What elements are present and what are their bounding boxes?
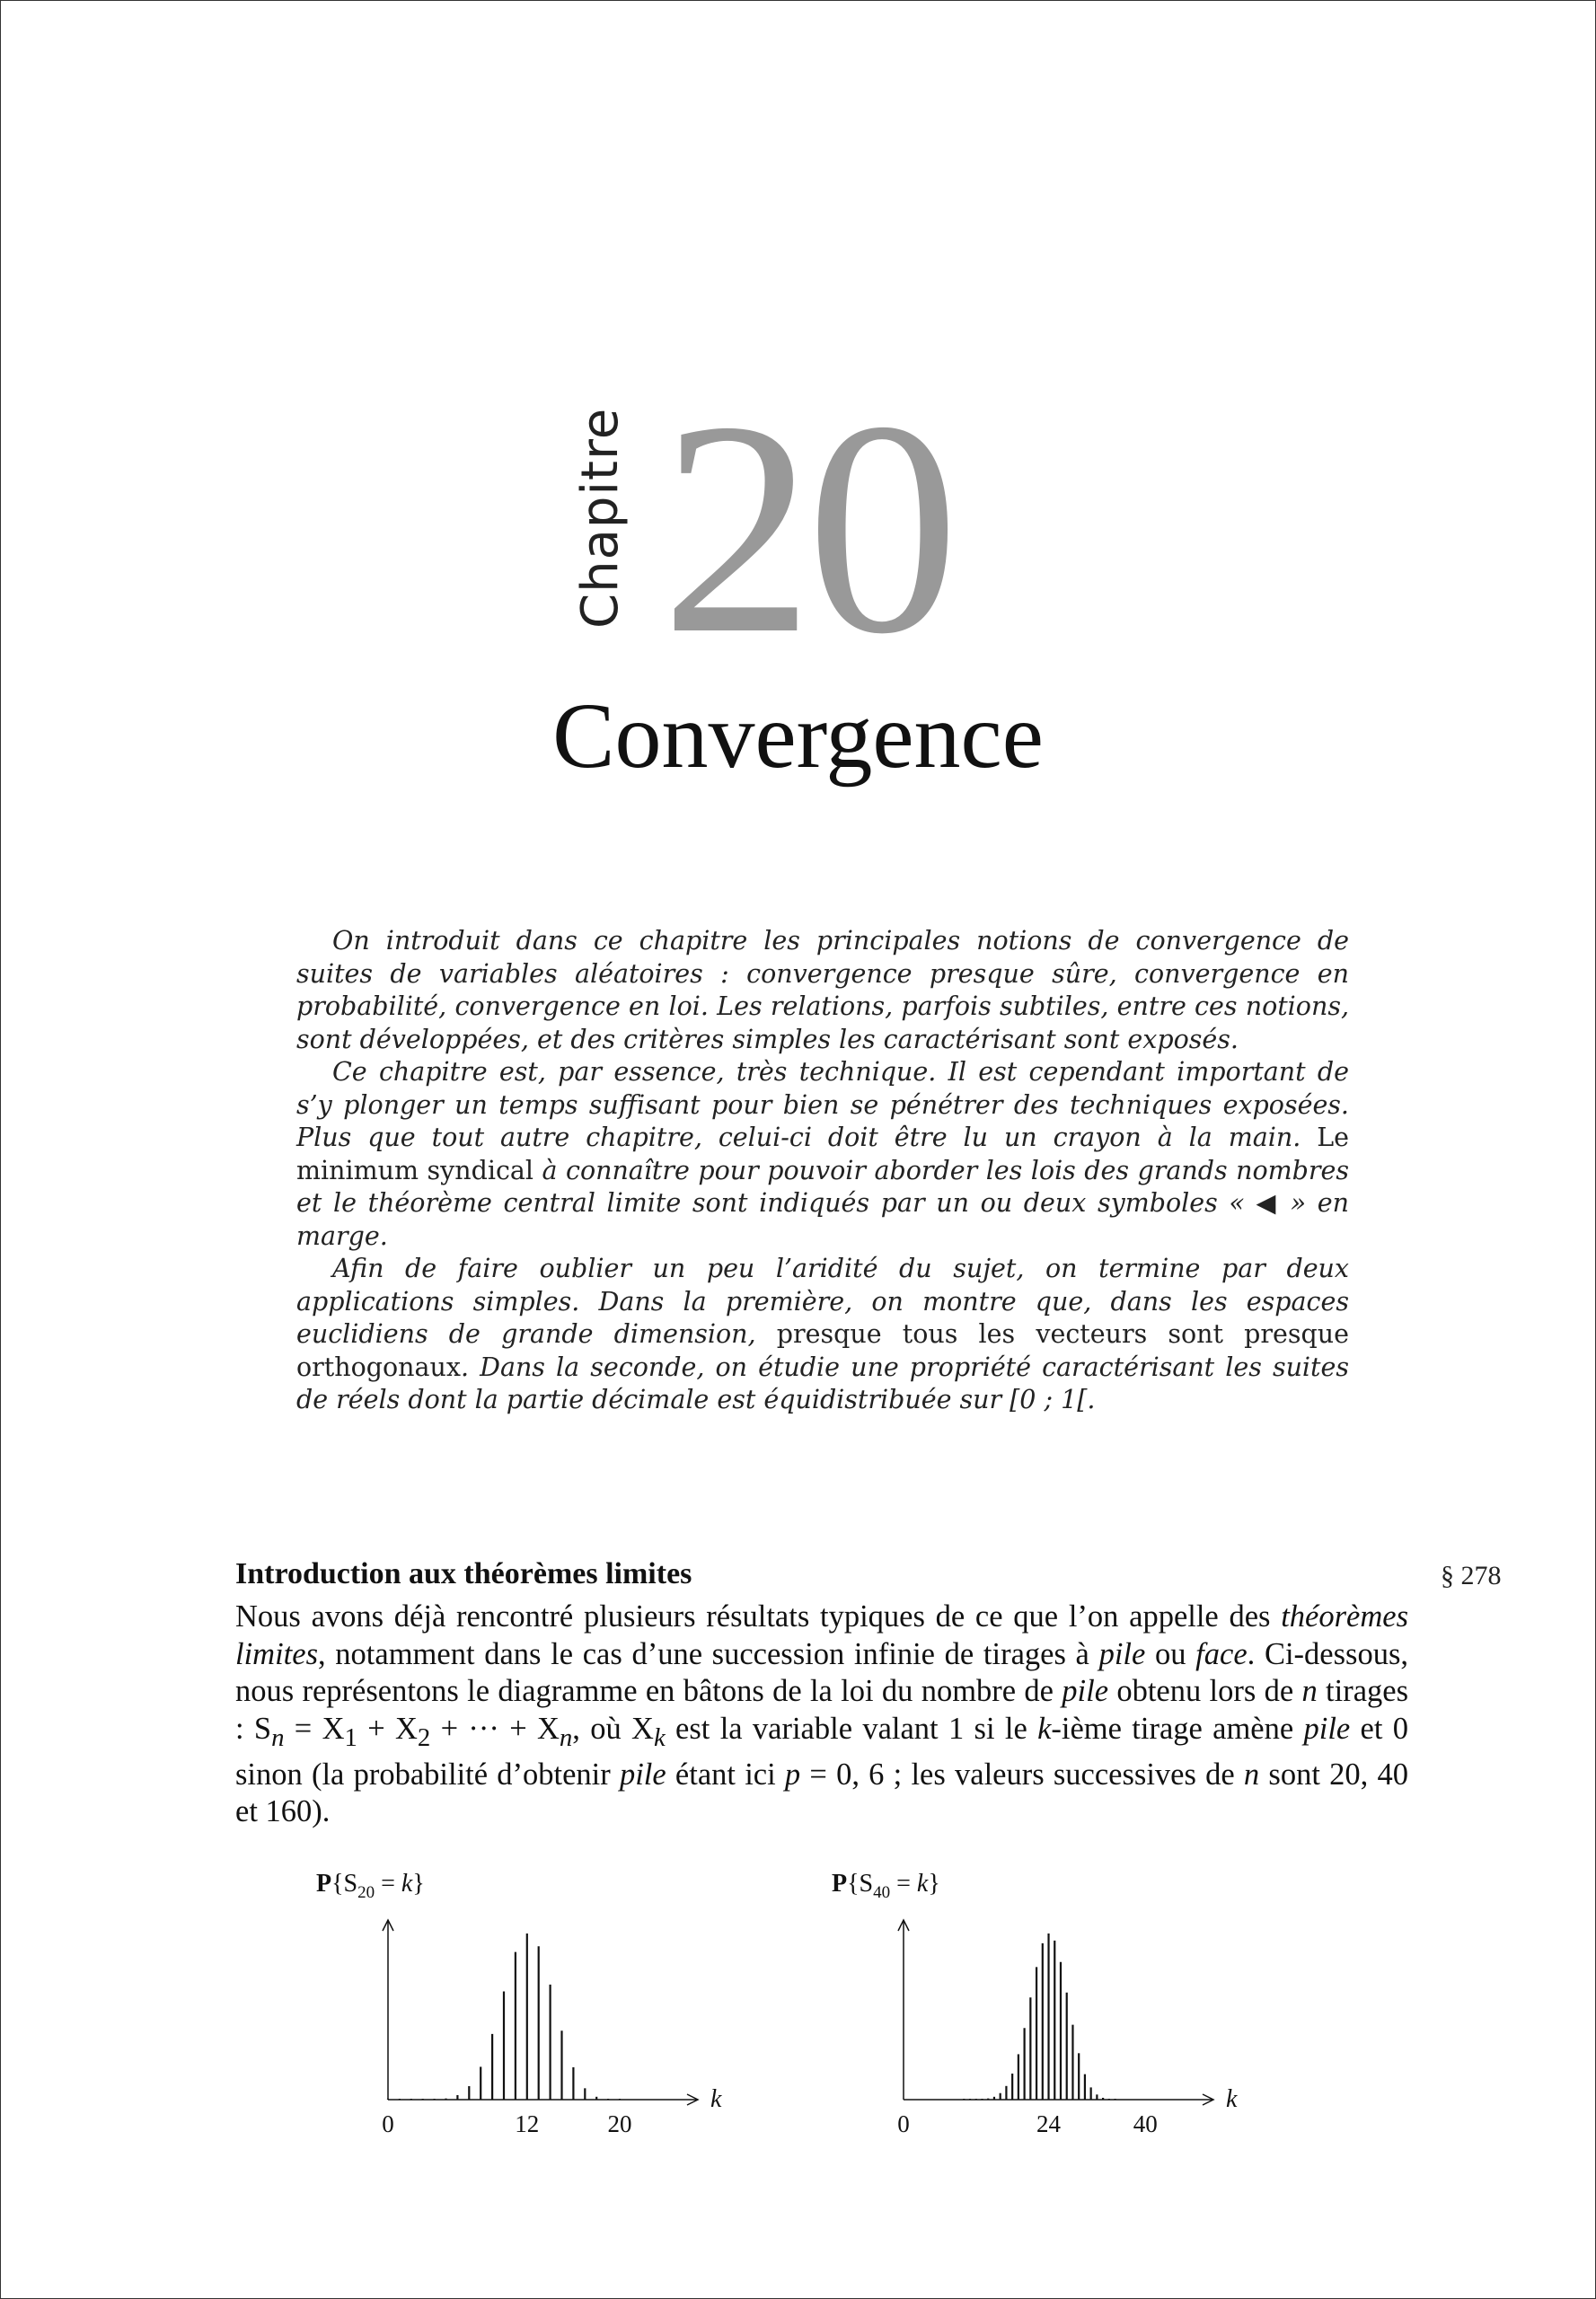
chart-s20 [305, 1859, 722, 2155]
x-tick-label: 0 [897, 2110, 910, 2137]
chart-svg [305, 1859, 722, 2155]
section-body [235, 1599, 1408, 1831]
abstract-upright-text: presque tous les vecteurs sont presque orthogonaux [296, 1319, 1350, 1382]
abstract-upright-text: Le minimum syndical [296, 1123, 1349, 1185]
chart-title: $P\{S_{20} = k\}$ [316, 1870, 425, 1902]
x-axis-label: k [710, 2085, 722, 2113]
section-number: § 278 [1441, 1561, 1502, 1590]
chart-svg [821, 1859, 1238, 2155]
chart-title: $P\{S_{40} = k\}$ [832, 1870, 940, 1902]
abstract-text: à connaître pour pouvoir aborder les lois des grands nombres et le théorème central limite sont indiqués par un ou deux symboles « ◀ » en marge. [296, 1155, 1349, 1251]
x-tick-label: 12 [515, 2110, 540, 2137]
x-tick-label: 20 [607, 2110, 632, 2137]
abstract-paragraph [296, 1253, 1349, 1417]
section-title: Introduction aux théorèmes limites [235, 1557, 692, 1590]
chapter-abstract [296, 925, 1349, 1417]
abstract-paragraph [296, 925, 1349, 1056]
x-tick-label: 40 [1133, 2110, 1158, 2137]
abstract-paragraph [296, 1056, 1349, 1253]
chapter-title: Convergence [552, 684, 1044, 788]
x-axis-label: k [1226, 2085, 1238, 2113]
x-tick-label: 0 [382, 2110, 394, 2137]
abstract-text: . Dans la seconde, on étudie une propriété caractérisant les suites de réels dont la partie décimale est équidistribuée sur [0 ; 1[. [296, 1352, 1349, 1414]
chart-s40 [821, 1859, 1238, 2155]
chapter-label: Chapitre [571, 407, 630, 629]
x-tick-label: 24 [1036, 2110, 1062, 2137]
abstract-text: Afin de faire oublier un peu l’aridité du sujet, on termine par deux applications simples. Dans la première, on montre que, dans les espaces euclidiens de grande dimension, [296, 1254, 1349, 1349]
abstract-text: On introduit dans ce chapitre les principales notions de convergence de suites de variables aléatoires : convergence presque sûre, convergence en probabilité, convergence en loi. Les relations, parfois subtiles, entre ces notions, sont développées, et des critères simples les caractérisant sont exposés. [296, 926, 1349, 1054]
chapter-number: 20 [661, 358, 952, 697]
abstract-text: Ce chapitre est, par essence, très technique. Il est cependant important de s’y plonger un temps suffisant pour bien se pénétrer des techniques exposées. Plus que tout autre chapitre, celui-ci doit être lu un crayon à la main. [296, 1057, 1349, 1152]
body-paragraph: Nous avons déjà rencontré plusieurs résultats typiques de ce que l’on appelle des théorèmes limites, notamment dans le cas d’une succession infinie de tirages à pile ou face. Ci-dessous, nous représentons le diagramme en bâtons de la loi du nombre de pile obtenu lors de n tirages : $S_n = X_1 + X_2$ + ··· + $X_n$, où $X_k$ est la variable valant 1 si le k-ième tirage amène pile et 0 sinon (la probabilité d’obtenir pile étant ici p = 0, 6 ; les valeurs successives de n sont 20, 40 et 160). [235, 1599, 1409, 1829]
